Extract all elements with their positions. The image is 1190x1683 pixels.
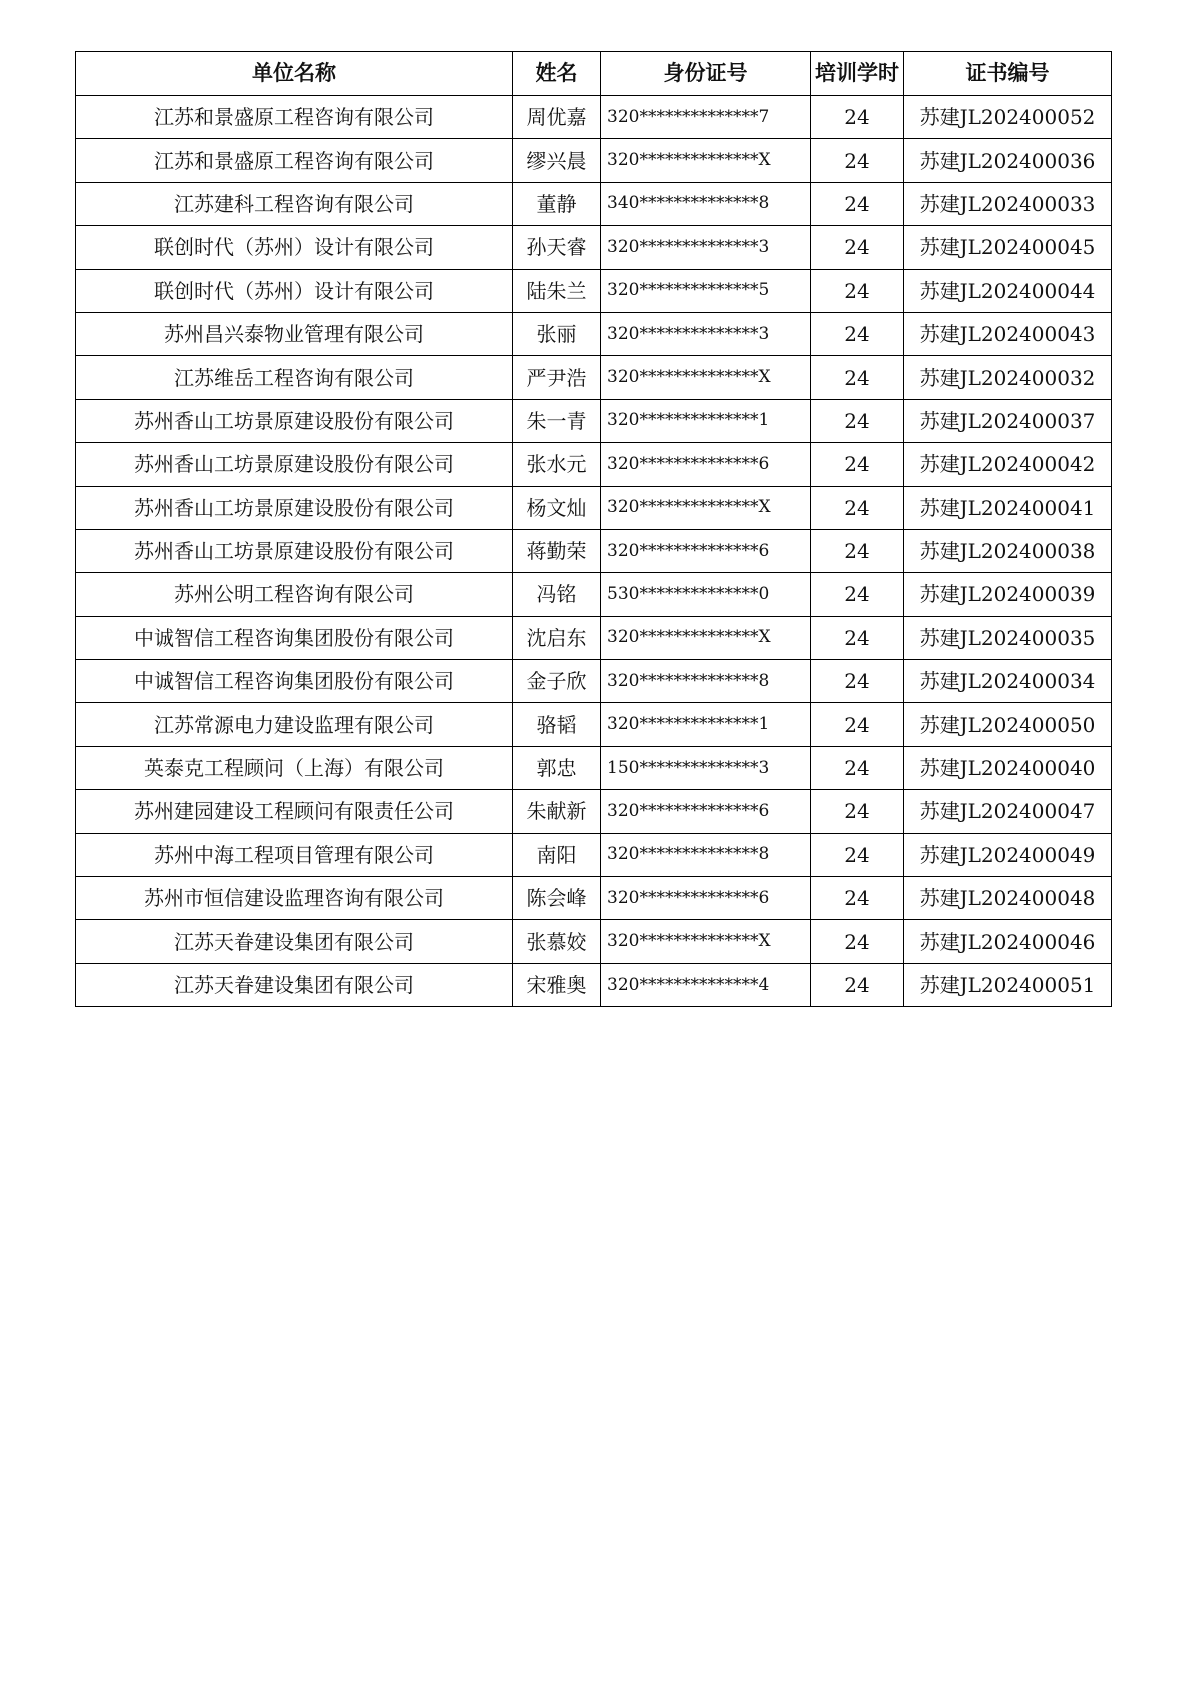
person-name-cell: 陈会峰 <box>513 877 601 920</box>
table-row <box>76 443 1112 486</box>
unit-name-cell: 江苏维岳工程咨询有限公司 <box>76 356 513 399</box>
header-id-number: 身份证号 <box>601 52 811 96</box>
person-name-cell: 朱献新 <box>513 790 601 833</box>
training-hours-cell: 24 <box>811 529 904 572</box>
person-name-cell: 杨文灿 <box>513 486 601 529</box>
person-name-cell: 沈启东 <box>513 616 601 659</box>
training-hours-cell: 24 <box>811 833 904 876</box>
table-row <box>76 486 1112 529</box>
table-row <box>76 356 1112 399</box>
id-number-cell: 320**************8 <box>601 660 811 703</box>
table-row <box>76 963 1112 1006</box>
id-number-cell: 320**************X <box>601 920 811 963</box>
certificate-number-cell: 苏建JL202400037 <box>904 399 1112 442</box>
id-number-cell: 320**************3 <box>601 226 811 269</box>
unit-name-cell: 苏州香山工坊景原建设股份有限公司 <box>76 529 513 572</box>
id-number-cell: 320**************X <box>601 616 811 659</box>
unit-name-cell: 中诚智信工程咨询集团股份有限公司 <box>76 660 513 703</box>
table-row <box>76 877 1112 920</box>
unit-name-cell: 中诚智信工程咨询集团股份有限公司 <box>76 616 513 659</box>
id-number-cell: 530**************0 <box>601 573 811 616</box>
unit-name-cell: 苏州建园建设工程顾问有限责任公司 <box>76 790 513 833</box>
unit-name-cell: 苏州公明工程咨询有限公司 <box>76 573 513 616</box>
header-unit-name: 单位名称 <box>76 52 513 96</box>
table-row <box>76 182 1112 225</box>
table-row <box>76 790 1112 833</box>
person-name-cell: 周优嘉 <box>513 96 601 139</box>
training-hours-cell: 24 <box>811 312 904 355</box>
training-hours-cell: 24 <box>811 182 904 225</box>
certificate-number-cell: 苏建JL202400049 <box>904 833 1112 876</box>
training-hours-cell: 24 <box>811 486 904 529</box>
header-certificate-number: 证书编号 <box>904 52 1112 96</box>
training-hours-cell: 24 <box>811 963 904 1006</box>
person-name-cell: 金子欣 <box>513 660 601 703</box>
table-row <box>76 616 1112 659</box>
person-name-cell: 缪兴晨 <box>513 139 601 182</box>
id-number-cell: 320**************6 <box>601 529 811 572</box>
training-hours-cell: 24 <box>811 616 904 659</box>
certificate-number-cell: 苏建JL202400051 <box>904 963 1112 1006</box>
training-hours-cell: 24 <box>811 399 904 442</box>
certificate-number-cell: 苏建JL202400048 <box>904 877 1112 920</box>
certificate-number-cell: 苏建JL202400044 <box>904 269 1112 312</box>
person-name-cell: 宋雅奥 <box>513 963 601 1006</box>
table-row <box>76 703 1112 746</box>
person-name-cell: 南阳 <box>513 833 601 876</box>
unit-name-cell: 英泰克工程顾问（上海）有限公司 <box>76 746 513 789</box>
certificate-number-cell: 苏建JL202400045 <box>904 226 1112 269</box>
unit-name-cell: 江苏建科工程咨询有限公司 <box>76 182 513 225</box>
unit-name-cell: 江苏和景盛原工程咨询有限公司 <box>76 96 513 139</box>
id-number-cell: 320**************X <box>601 139 811 182</box>
unit-name-cell: 联创时代（苏州）设计有限公司 <box>76 269 513 312</box>
person-name-cell: 张丽 <box>513 312 601 355</box>
training-hours-cell: 24 <box>811 269 904 312</box>
unit-name-cell: 江苏常源电力建设监理有限公司 <box>76 703 513 746</box>
table-row <box>76 833 1112 876</box>
unit-name-cell: 苏州中海工程项目管理有限公司 <box>76 833 513 876</box>
certificate-number-cell: 苏建JL202400036 <box>904 139 1112 182</box>
certificate-number-cell: 苏建JL202400041 <box>904 486 1112 529</box>
header-training-hours: 培训学时 <box>811 52 904 96</box>
training-hours-cell: 24 <box>811 703 904 746</box>
table-row <box>76 746 1112 789</box>
training-hours-cell: 24 <box>811 443 904 486</box>
header-person-name: 姓名 <box>513 52 601 96</box>
unit-name-cell: 苏州香山工坊景原建设股份有限公司 <box>76 443 513 486</box>
unit-name-cell: 苏州香山工坊景原建设股份有限公司 <box>76 486 513 529</box>
training-hours-cell: 24 <box>811 356 904 399</box>
certificate-number-cell: 苏建JL202400042 <box>904 443 1112 486</box>
certificate-number-cell: 苏建JL202400047 <box>904 790 1112 833</box>
id-number-cell: 320**************X <box>601 486 811 529</box>
id-number-cell: 150**************3 <box>601 746 811 789</box>
id-number-cell: 340**************8 <box>601 182 811 225</box>
id-number-cell: 320**************1 <box>601 703 811 746</box>
id-number-cell: 320**************6 <box>601 877 811 920</box>
table-row <box>76 312 1112 355</box>
table-row <box>76 399 1112 442</box>
person-name-cell: 陆朱兰 <box>513 269 601 312</box>
certificate-number-cell: 苏建JL202400034 <box>904 660 1112 703</box>
certificate-number-cell: 苏建JL202400052 <box>904 96 1112 139</box>
certificate-number-cell: 苏建JL202400043 <box>904 312 1112 355</box>
person-name-cell: 骆韬 <box>513 703 601 746</box>
id-number-cell: 320**************3 <box>601 312 811 355</box>
training-hours-cell: 24 <box>811 96 904 139</box>
training-certificate-table <box>75 51 1112 1007</box>
certificate-number-cell: 苏建JL202400035 <box>904 616 1112 659</box>
certificate-number-cell: 苏建JL202400050 <box>904 703 1112 746</box>
training-hours-cell: 24 <box>811 790 904 833</box>
id-number-cell: 320**************7 <box>601 96 811 139</box>
person-name-cell: 孙天睿 <box>513 226 601 269</box>
certificate-number-cell: 苏建JL202400033 <box>904 182 1112 225</box>
id-number-cell: 320**************5 <box>601 269 811 312</box>
roster-sheet <box>75 51 1111 1007</box>
id-number-cell: 320**************1 <box>601 399 811 442</box>
person-name-cell: 蒋勤荣 <box>513 529 601 572</box>
id-number-cell: 320**************6 <box>601 443 811 486</box>
certificate-number-cell: 苏建JL202400040 <box>904 746 1112 789</box>
training-hours-cell: 24 <box>811 660 904 703</box>
person-name-cell: 冯铭 <box>513 573 601 616</box>
id-number-cell: 320**************X <box>601 356 811 399</box>
table-row <box>76 660 1112 703</box>
id-number-cell: 320**************4 <box>601 963 811 1006</box>
person-name-cell: 董静 <box>513 182 601 225</box>
table-row <box>76 573 1112 616</box>
certificate-number-cell: 苏建JL202400032 <box>904 356 1112 399</box>
certificate-number-cell: 苏建JL202400046 <box>904 920 1112 963</box>
training-hours-cell: 24 <box>811 226 904 269</box>
unit-name-cell: 苏州市恒信建设监理咨询有限公司 <box>76 877 513 920</box>
person-name-cell: 张慕姣 <box>513 920 601 963</box>
unit-name-cell: 江苏天眷建设集团有限公司 <box>76 963 513 1006</box>
training-hours-cell: 24 <box>811 139 904 182</box>
training-hours-cell: 24 <box>811 573 904 616</box>
certificate-number-cell: 苏建JL202400039 <box>904 573 1112 616</box>
table-row <box>76 529 1112 572</box>
certificate-number-cell: 苏建JL202400038 <box>904 529 1112 572</box>
person-name-cell: 朱一青 <box>513 399 601 442</box>
person-name-cell: 严尹浩 <box>513 356 601 399</box>
person-name-cell: 张水元 <box>513 443 601 486</box>
unit-name-cell: 苏州香山工坊景原建设股份有限公司 <box>76 399 513 442</box>
table-row <box>76 920 1112 963</box>
table-row <box>76 226 1112 269</box>
table-header-row <box>76 52 1112 96</box>
training-hours-cell: 24 <box>811 746 904 789</box>
unit-name-cell: 江苏和景盛原工程咨询有限公司 <box>76 139 513 182</box>
table-body <box>76 96 1112 1007</box>
unit-name-cell: 江苏天眷建设集团有限公司 <box>76 920 513 963</box>
training-hours-cell: 24 <box>811 920 904 963</box>
unit-name-cell: 联创时代（苏州）设计有限公司 <box>76 226 513 269</box>
id-number-cell: 320**************8 <box>601 833 811 876</box>
table-row <box>76 96 1112 139</box>
id-number-cell: 320**************6 <box>601 790 811 833</box>
table-row <box>76 139 1112 182</box>
person-name-cell: 郭忠 <box>513 746 601 789</box>
training-hours-cell: 24 <box>811 877 904 920</box>
table-row <box>76 269 1112 312</box>
unit-name-cell: 苏州昌兴泰物业管理有限公司 <box>76 312 513 355</box>
